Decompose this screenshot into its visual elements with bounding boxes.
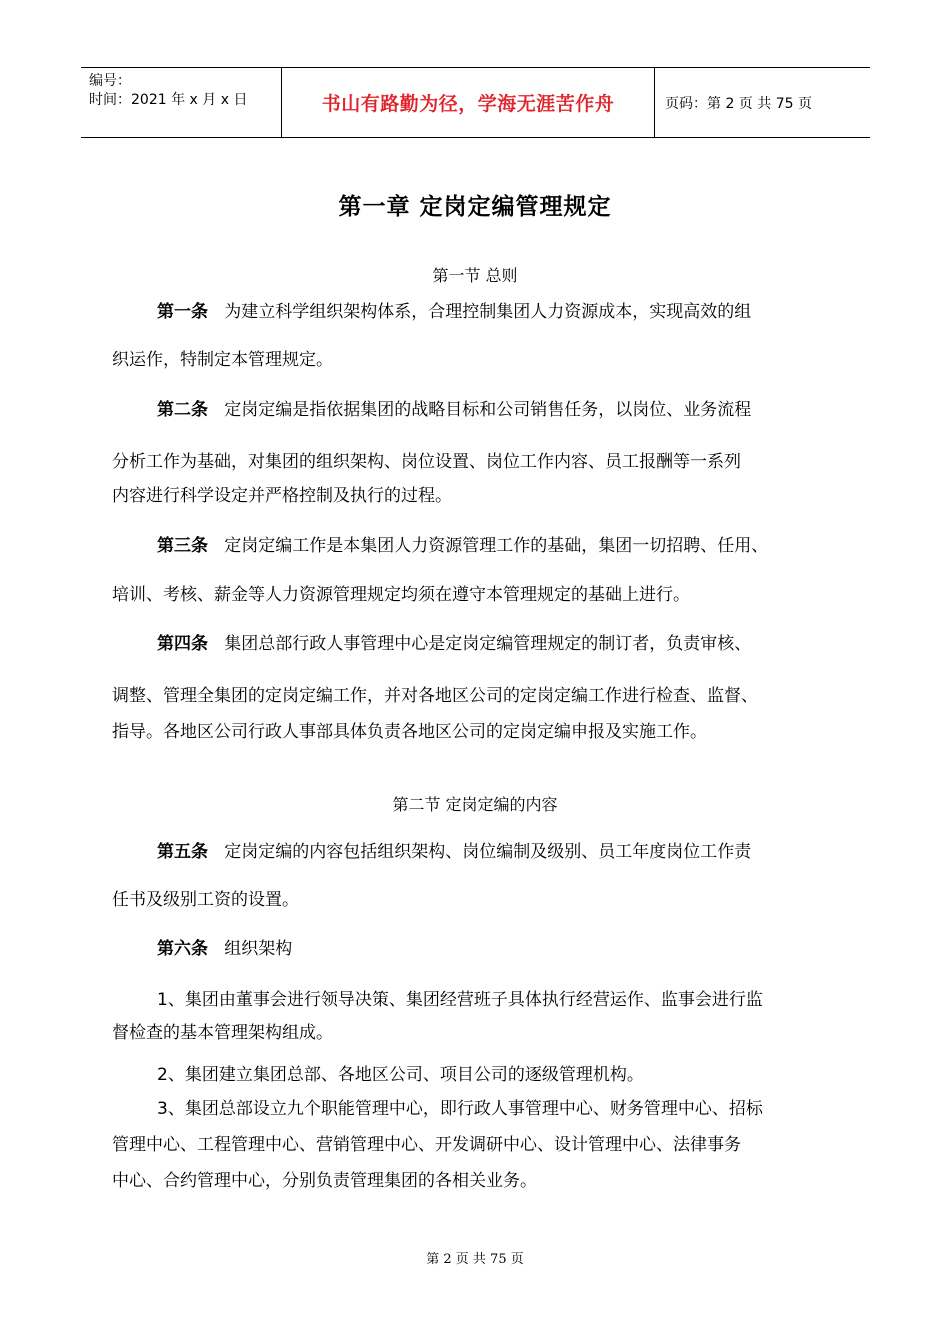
header-motto: 书山有路勤为径，学海无涯苦作舟 <box>282 68 655 137</box>
article-label: 第六条 <box>157 939 208 959</box>
article-label: 第一条 <box>157 302 208 322</box>
section-title-1: 第一节 总则 <box>432 266 518 285</box>
article-5-line-2: 任书及级别工资的设置。 <box>112 890 299 910</box>
item-3-line-2: 管理中心、工程管理中心、营销管理中心、开发调研中心、设计管理中心、法律事务 <box>112 1135 741 1155</box>
article-2-line-3: 内容进行科学设定并严格控制及执行的过程。 <box>112 486 452 506</box>
article-1-line-2: 织运作，特制定本管理规定。 <box>112 350 333 370</box>
article-text: 定岗定编的内容包括组织架构、岗位编制及级别、员工年度岗位工作责 <box>224 842 752 862</box>
document-header <box>81 67 870 138</box>
article-text: 为建立科学组织架构体系，合理控制集团人力资源成本，实现高效的组 <box>224 302 752 322</box>
article-2-line-2: 分析工作为基础，对集团的组织架构、岗位设置、岗位工作内容、员工报酬等一系列 <box>112 452 741 472</box>
article-text: 定岗定编是指依据集团的战略目标和公司销售任务，以岗位、业务流程 <box>224 400 752 420</box>
article-3-line-1 <box>157 534 768 558</box>
item-1-line-1: 1、集团由董事会进行领导决策、集团经营班子具体执行经营运作、监事会进行监 <box>157 990 763 1010</box>
article-4-line-1 <box>157 632 751 656</box>
article-5-line-1 <box>157 840 751 864</box>
item-3-line-3: 中心、合约管理中心，分别负责管理集团的各相关业务。 <box>112 1171 537 1191</box>
item-1-line-2: 督检查的基本管理架构组成。 <box>112 1023 333 1043</box>
article-2-line-1 <box>157 398 751 422</box>
article-4-line-2: 调整、管理全集团的定岗定编工作，并对各地区公司的定岗定编工作进行检查、监督、 <box>112 686 758 706</box>
article-label: 第五条 <box>157 842 208 862</box>
article-text: 定岗定编工作是本集团人力资源管理工作的基础，集团一切招聘、任用、 <box>224 536 769 556</box>
chapter-title: 第一章 定岗定编管理规定 <box>338 194 612 220</box>
article-3-line-2: 培训、考核、薪金等人力资源管理规定均须在遵守本管理规定的基础上进行。 <box>112 585 690 605</box>
article-label: 第二条 <box>157 400 208 420</box>
item-2-line-1: 2、集团建立集团总部、各地区公司、项目公司的逐级管理机构。 <box>157 1065 644 1085</box>
page-footer: 第 2 页 共 75 页 <box>426 1252 524 1267</box>
document-number-label: 编号： <box>89 73 131 89</box>
article-label: 第四条 <box>157 634 208 654</box>
item-3-line-1: 3、集团总部设立九个职能管理中心，即行政人事管理中心、财务管理中心、招标 <box>157 1099 763 1119</box>
article-text: 组织架构 <box>224 939 293 959</box>
article-4-line-3: 指导。各地区公司行政人事部具体负责各地区公司的定岗定编申报及实施工作。 <box>112 722 707 742</box>
article-6-line-1 <box>157 937 292 961</box>
header-page-label: 页码：第 2 页 共 75 页 <box>665 95 812 112</box>
article-label: 第三条 <box>157 536 208 556</box>
article-text: 集团总部行政人事管理中心是定岗定编管理规定的制订者，负责审核、 <box>224 634 752 654</box>
document-time-label: 时间：2021 年 x 月 x 日 <box>89 92 248 108</box>
section-title-2: 第二节 定岗定编的内容 <box>392 795 558 814</box>
header-meta-cell <box>81 68 282 137</box>
article-1-line-1 <box>157 300 751 324</box>
